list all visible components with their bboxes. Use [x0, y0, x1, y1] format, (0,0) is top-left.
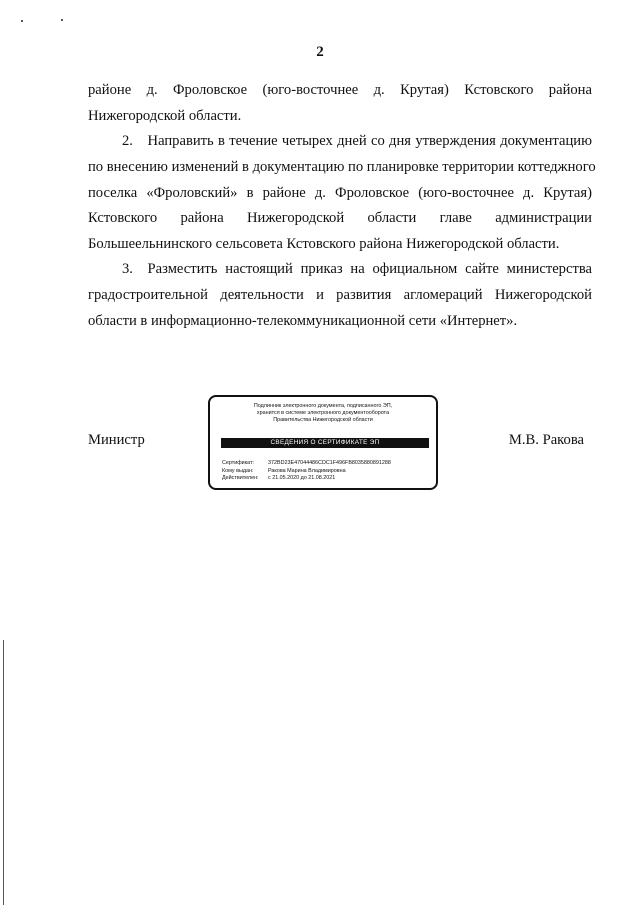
scan-speck	[21, 20, 23, 22]
word: (юго-восточнее	[262, 82, 359, 98]
word: Кстовского	[88, 210, 158, 227]
word: администрации	[495, 210, 592, 227]
paragraph-3-line-3: области в информационно-телекоммуникационной сети «Интернет».	[88, 312, 518, 329]
stamp-header-line: Правительства Нижегородской области	[273, 417, 373, 424]
word: Нижегородской	[246, 210, 345, 227]
word: области	[367, 210, 417, 227]
electronic-signature-stamp	[208, 395, 438, 490]
valid-label: Действителен:	[222, 475, 259, 482]
paragraph-3	[88, 257, 592, 334]
word: д.	[373, 82, 385, 98]
certificate-value: 372BD23E47044486CDC1F496FB8035880891288	[268, 460, 391, 466]
paragraph-1	[88, 78, 592, 130]
scan-speck	[61, 19, 63, 21]
paragraph-1-line-1	[88, 78, 592, 104]
word: Крутая)	[400, 82, 449, 98]
stamp-certificate-bar: СВЕДЕНИЯ О СЕРТИФИКАТЕ ЭП	[221, 438, 429, 448]
word: района	[180, 210, 224, 227]
paragraph-2-line-2: по внесению изменений в документацию по планировке территории коттеджного	[88, 158, 596, 175]
issued-to-value: Ракова Марина Владимировна	[268, 467, 346, 474]
certificate-label: Сертификат:	[222, 460, 255, 466]
stamp-details	[222, 460, 432, 483]
scan-edge-line	[3, 640, 4, 905]
paragraph-2-line-5: Большеельнинского сельсовета Кстовского района Нижегородской области.	[88, 236, 560, 253]
stamp-valid-row	[222, 475, 432, 483]
word: районе	[88, 82, 132, 98]
paragraph-2	[88, 129, 596, 258]
paragraph-2-line-4	[88, 206, 592, 232]
stamp-header	[214, 403, 432, 425]
paragraph-3-line-1: 3. Разместить настоящий приказ на официальном сайте министерства	[122, 261, 592, 277]
word: района	[548, 82, 592, 98]
signatory-name: М.В. Ракова	[508, 432, 584, 448]
paragraph-2-line-3: поселка «Фроловский» в районе д. Фроловское (юго-восточнее д. Крутая)	[88, 184, 592, 201]
stamp-certificate-row	[222, 460, 432, 468]
word: Фроловское	[173, 82, 248, 98]
paragraph-1-line-2: Нижегородской области.	[88, 107, 242, 124]
paragraph-2-line-1: 2. Направить в течение четырех дней со дня утверждения документацию	[122, 133, 592, 149]
valid-value: с 21.05.2020 до 21.08.2021	[268, 475, 336, 482]
stamp-header-line: хранится в системе электронного документооборота	[256, 410, 390, 417]
word: Кстовского	[464, 82, 534, 98]
page-number: 2	[316, 44, 324, 60]
signatory-title: Министр	[88, 432, 145, 448]
word: д.	[146, 82, 158, 98]
issued-to-label: Кому выдан:	[222, 467, 254, 474]
word: главе	[439, 210, 472, 227]
paragraph-3-line-2: градостроительной деятельности и развития агломераций Нижегородской	[88, 286, 592, 303]
stamp-header-line: Подлинник электронного документа, подписанного ЭП,	[253, 403, 393, 409]
